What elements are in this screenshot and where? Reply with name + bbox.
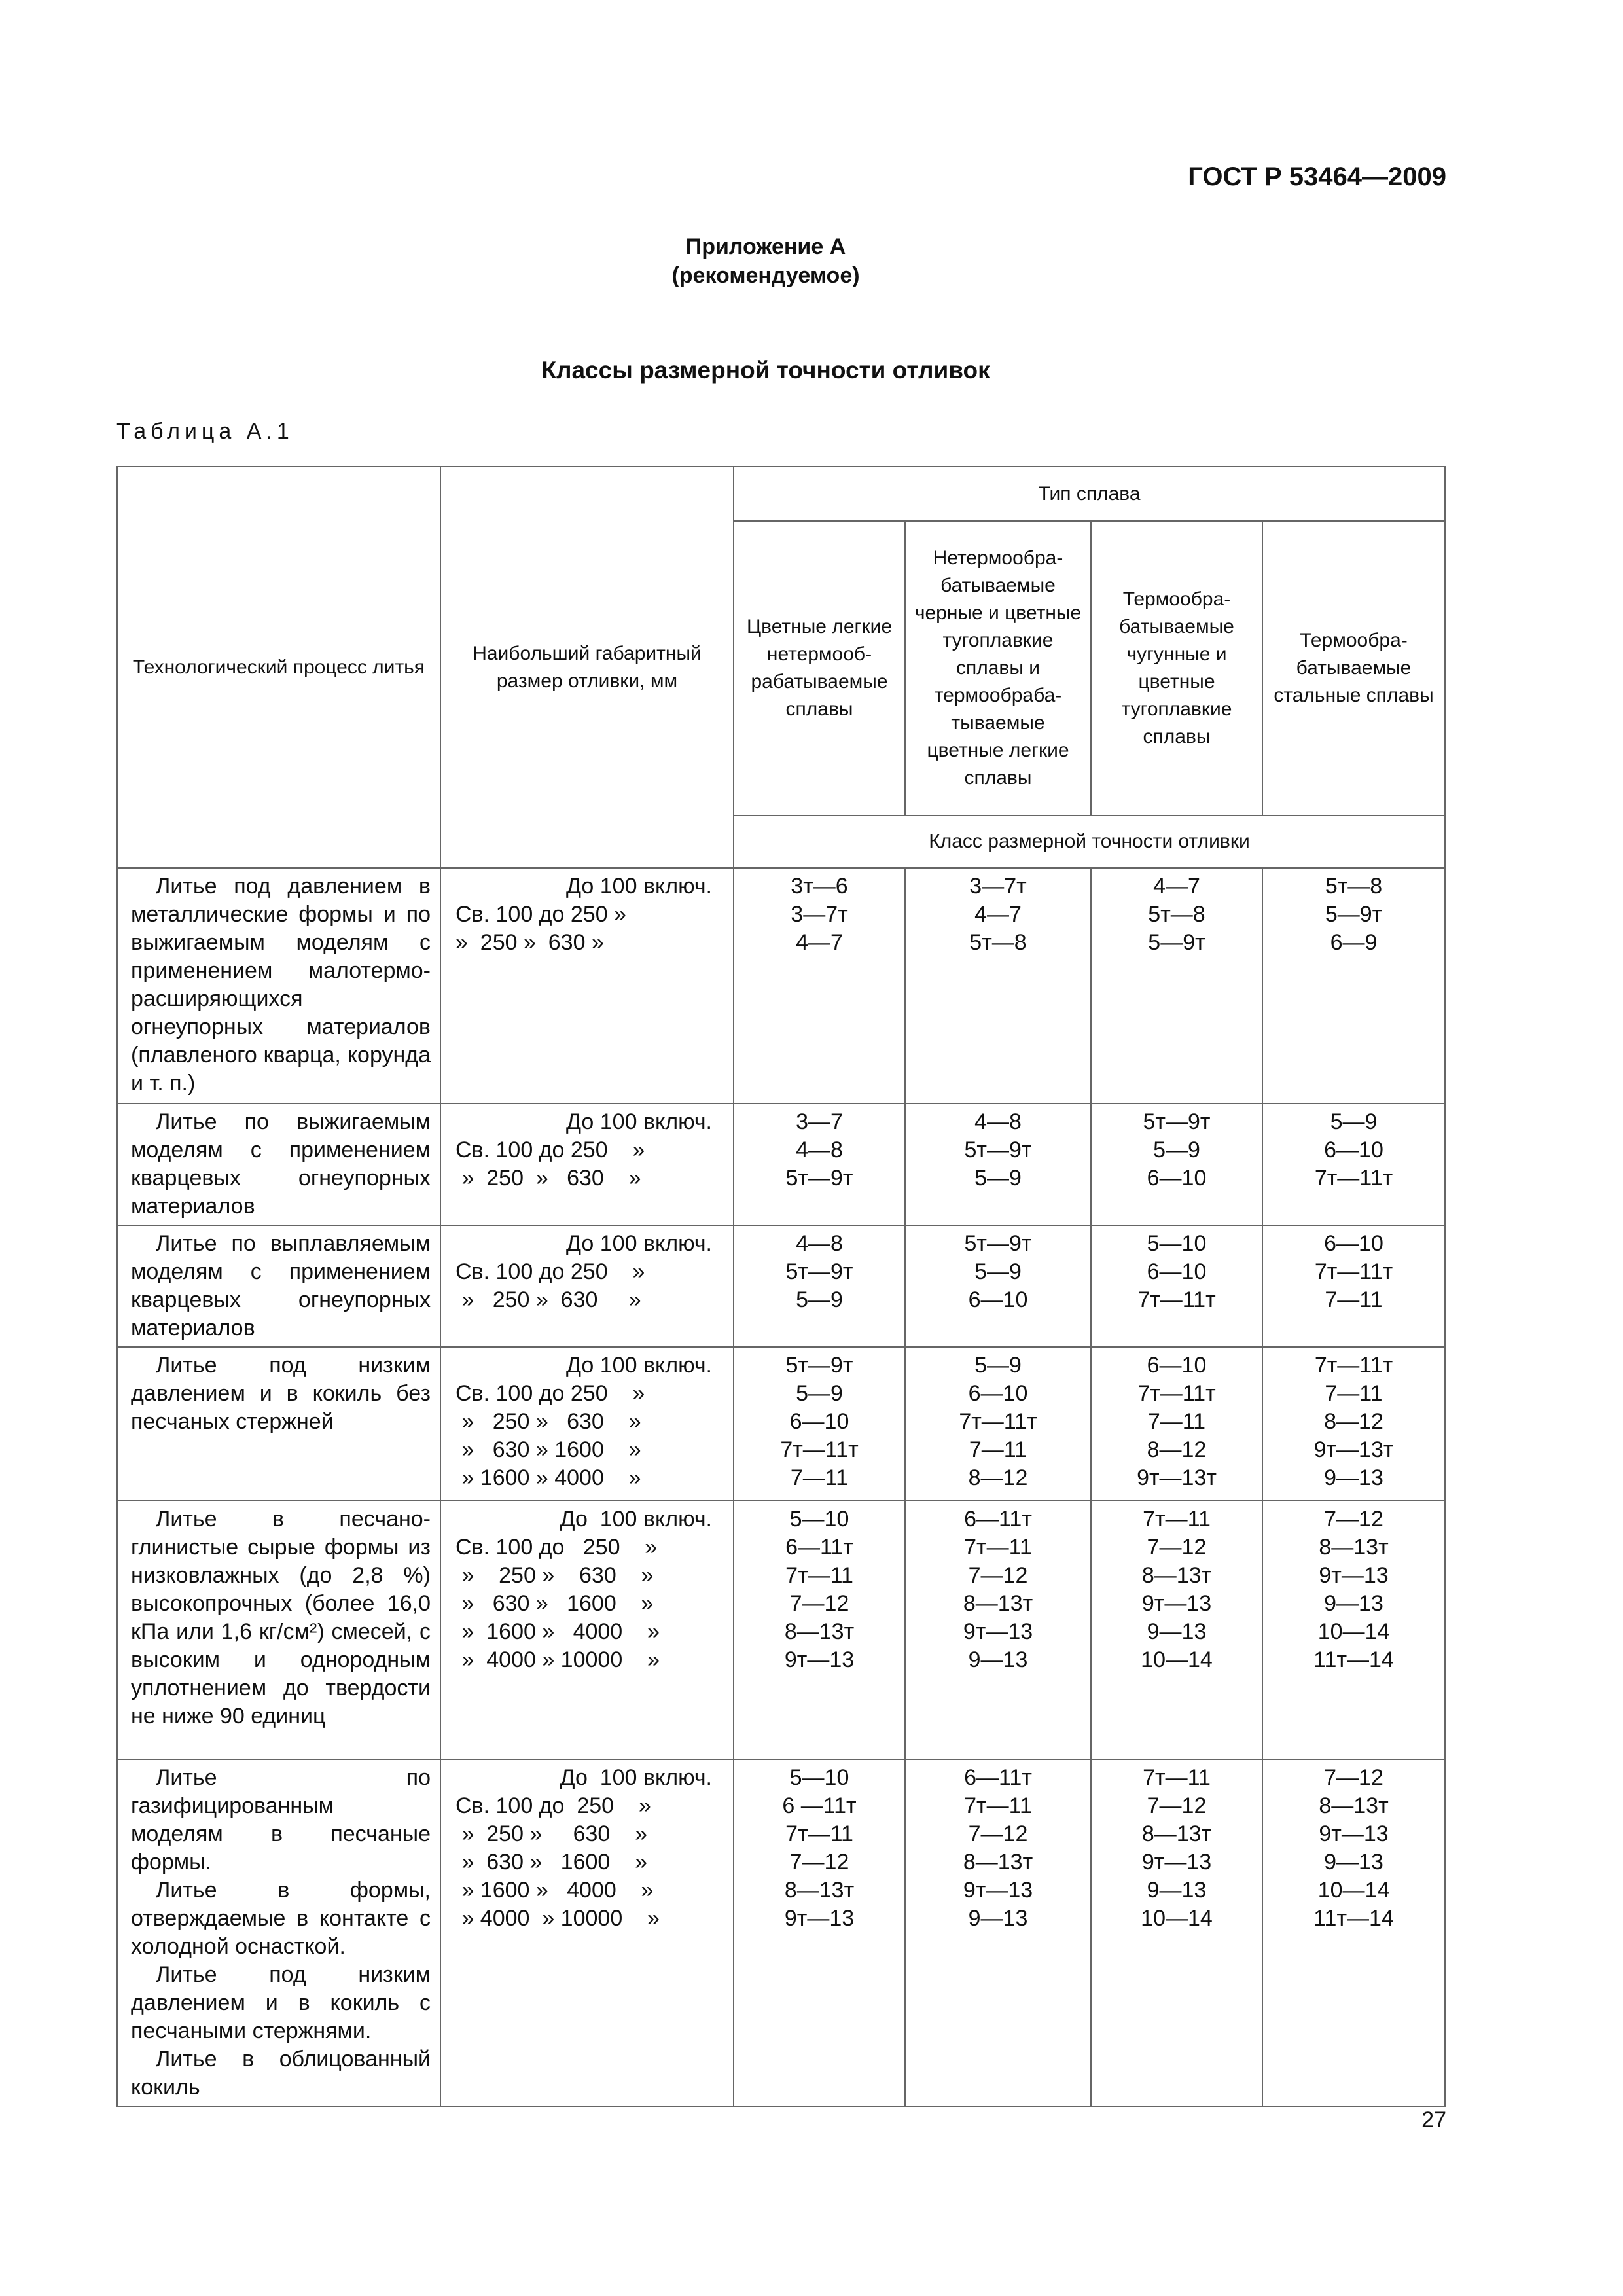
table-row [117, 1759, 1445, 2106]
accuracy-class-value: 10—14 [1317, 1619, 1390, 1644]
accuracy-cell [734, 1347, 905, 1501]
accuracy-class-value: 7—11 [1147, 1409, 1206, 1434]
accuracy-class-value: 8—13т [784, 1619, 855, 1644]
accuracy-class-value: 9—13 [968, 1906, 1028, 1931]
standard-number: ГОСТ Р 53464—2009 [1188, 162, 1446, 191]
table-row [117, 1501, 1445, 1759]
accuracy-class-value: 6 —11т [782, 1793, 857, 1818]
table-row [117, 868, 1445, 1103]
accuracy-class-value: 8—13т [784, 1878, 855, 1903]
accuracy-cell [1091, 868, 1262, 1103]
accuracy-class-value: 8—13т [1319, 1793, 1389, 1818]
table-row [117, 1347, 1445, 1501]
accuracy-class-value: 9т—13 [1141, 1850, 1212, 1874]
accuracy-class-value: 5—9 [796, 1381, 843, 1406]
accuracy-cell [734, 1759, 905, 2106]
accuracy-class-value: 5—10 [789, 1507, 849, 1532]
accuracy-class-value: 5—10 [789, 1765, 849, 1790]
size-cell [440, 1347, 734, 1501]
size-range: » 4000 » 10000 » [455, 1906, 660, 1931]
accuracy-class-value: 6—10 [789, 1409, 849, 1434]
table-body [117, 467, 1445, 2106]
size-range: Св. 100 до 250 » [455, 1535, 658, 1560]
size-range: Св. 100 до 250 » [455, 902, 626, 927]
accuracy-class-value: 7—11 [1325, 1287, 1383, 1312]
size-range: До 100 включ. [560, 1507, 712, 1532]
accuracy-class-value: 7—12 [1147, 1535, 1207, 1560]
accuracy-class-value: 8—12 [1147, 1437, 1207, 1462]
accuracy-class-value: 7—12 [789, 1591, 849, 1616]
size-range: » 630 » 1600 » [455, 1591, 654, 1616]
accuracy-class-value: 5—9 [1153, 1138, 1200, 1162]
accuracy-class-value: 10—14 [1141, 1906, 1213, 1931]
accuracy-class-value: 9т—13 [1141, 1591, 1212, 1616]
process-cell [117, 1225, 440, 1347]
header-alloy-col-4: Термообра-батываемые стальные сплавы [1262, 521, 1445, 816]
accuracy-class-value: 5т—9т [785, 1166, 853, 1191]
header-alloy-col-2: Нетермообра-батываемые черные и цветные тугоплавкие сплавы и термообраба-тываемые цветные легкие сплавы [905, 521, 1091, 816]
accuracy-class-value: 5—9 [1330, 1109, 1378, 1134]
accuracy-table [116, 466, 1446, 2107]
process-paragraph: Литье в формы, отверждаемые в контакте с холодной оснасткой. [131, 1878, 431, 1959]
accuracy-class-value: 3—7т [791, 902, 848, 927]
header-alloy-type: Тип сплава [734, 467, 1445, 521]
size-range: До 100 включ. [565, 1109, 712, 1134]
size-range: Св. 100 до 250 » [455, 1381, 645, 1406]
accuracy-class-value: 5т—9т [785, 1353, 853, 1378]
accuracy-class-value: 7т—11 [785, 1563, 853, 1588]
accuracy-class-value: 11т—14 [1313, 1647, 1394, 1672]
accuracy-class-value: 9—13 [1324, 1850, 1383, 1874]
size-cell [440, 1225, 734, 1347]
size-range: » 250 » 630 » [455, 1821, 647, 1846]
size-range: » 1600 » 4000 » [455, 1619, 660, 1644]
accuracy-class-value: 6—10 [1324, 1138, 1383, 1162]
accuracy-class-value: 7т—11т [1137, 1381, 1216, 1406]
accuracy-class-value: 5т—8 [969, 930, 1027, 955]
accuracy-class-value: 6—11т [785, 1535, 853, 1560]
accuracy-class-value: 6—10 [1147, 1353, 1207, 1378]
size-cell [440, 868, 734, 1103]
process-paragraph: Литье под низким давлением и в кокиль без песчаных стержней [131, 1353, 431, 1434]
accuracy-cell [1262, 1347, 1445, 1501]
accuracy-class-value: 5—9 [974, 1166, 1022, 1191]
accuracy-class-value: 8—12 [968, 1465, 1028, 1490]
accuracy-class-value: 4—7 [974, 902, 1022, 927]
accuracy-cell [905, 1759, 1091, 2106]
accuracy-class-value: 5т—8 [1148, 902, 1205, 927]
size-range: » 630 » 1600 » [455, 1437, 641, 1462]
accuracy-class-value: 6—10 [1147, 1259, 1207, 1284]
size-cell [440, 1501, 734, 1759]
accuracy-class-value: 4—8 [796, 1231, 843, 1256]
document-title: Классы размерной точности отливок [541, 357, 990, 384]
size-range: До 100 включ. [565, 1231, 712, 1256]
accuracy-class-value: 5—9 [974, 1353, 1022, 1378]
header-row-1 [117, 467, 1445, 521]
accuracy-class-value: 7т—11 [1143, 1765, 1211, 1790]
accuracy-class-value: 7—11 [969, 1437, 1027, 1462]
accuracy-class-value: 8—13т [1141, 1563, 1212, 1588]
accuracy-class-value: 9т—13 [784, 1647, 855, 1672]
accuracy-class-value: 7—11 [790, 1465, 849, 1490]
accuracy-class-value: 5—10 [1147, 1231, 1207, 1256]
size-range: » 250 » 630 » [455, 930, 604, 955]
accuracy-class-value: 5—9т [1148, 930, 1205, 955]
process-paragraph: Литье в песчано-глинистые сырые формы из низковлажных (до 2,8 %) высокопрочных (более 16,0 кПа или 1,6 кг/см²) смесей, с высоким и однородным уплотнением до твердости не ниже 90 единиц [131, 1507, 431, 1729]
accuracy-cell [1262, 868, 1445, 1103]
accuracy-class-value: 9—13 [1147, 1619, 1207, 1644]
accuracy-class-value: 11т—14 [1313, 1906, 1394, 1931]
accuracy-class-value: 7т—11 [964, 1535, 1032, 1560]
accuracy-class-value: 9т—13 [963, 1619, 1033, 1644]
appendix-title: Приложение А [685, 234, 846, 259]
page-number: 27 [1421, 2108, 1446, 2132]
accuracy-cell [1091, 1759, 1262, 2106]
accuracy-class-value: 8—13т [963, 1850, 1033, 1874]
accuracy-cell [1091, 1347, 1262, 1501]
table-row [117, 1225, 1445, 1347]
process-paragraph: Литье по выжигаемым моделям с применением кварцевых огнеупорных материалов [131, 1109, 431, 1219]
header-alloy-col-3: Термообра-батываемые чугунные и цветные тугоплавкие сплавы [1091, 521, 1262, 816]
accuracy-class-value: 8—12 [1324, 1409, 1383, 1434]
size-cell [440, 1759, 734, 2106]
size-range: » 4000 » 10000 » [455, 1647, 660, 1672]
accuracy-class-value: 7т—11т [780, 1437, 859, 1462]
accuracy-class-value: 6—9 [1330, 930, 1378, 955]
size-range: До 100 включ. [565, 1353, 712, 1378]
size-cell [440, 1103, 734, 1225]
accuracy-cell [1091, 1103, 1262, 1225]
accuracy-class-value: 9т—13т [1313, 1437, 1394, 1462]
appendix-note: (рекомендуемое) [671, 263, 860, 288]
accuracy-class-value: 4—8 [974, 1109, 1022, 1134]
accuracy-class-value: 6—11т [964, 1507, 1032, 1532]
process-cell [117, 1103, 440, 1225]
accuracy-class-value: 7—12 [1324, 1507, 1383, 1532]
accuracy-class-value: 4—7 [1153, 874, 1200, 899]
accuracy-class-value: 5—9т [1325, 902, 1383, 927]
accuracy-class-value: 5т—9т [785, 1259, 853, 1284]
table-label: Таблица А.1 [116, 419, 294, 444]
accuracy-class-value: 7т—11т [959, 1409, 1037, 1434]
accuracy-cell [734, 1103, 905, 1225]
accuracy-class-value: 7—12 [1147, 1793, 1207, 1818]
accuracy-class-value: 3—7 [796, 1109, 843, 1134]
accuracy-class-value: 9—13 [1324, 1465, 1383, 1490]
size-range: До 100 включ. [560, 1765, 712, 1790]
accuracy-class-value: 7—12 [789, 1850, 849, 1874]
accuracy-class-value: 3т—6 [791, 874, 848, 899]
process-paragraph: Литье по выплавляемым моделям с применением кварцевых огнеупорных материалов [131, 1231, 431, 1340]
size-range: » 630 » 1600 » [455, 1850, 648, 1874]
accuracy-class-value: 5т—9т [964, 1231, 1032, 1256]
accuracy-cell [905, 1501, 1091, 1759]
process-paragraph: Литье под низким давлением и в кокиль с песчаными стержнями. [131, 1962, 431, 2043]
accuracy-cell [1262, 1225, 1445, 1347]
accuracy-cell [1091, 1225, 1262, 1347]
accuracy-class-value: 7—12 [968, 1821, 1028, 1846]
process-paragraph: Литье по газифицированным моделям в песчаные формы. [131, 1765, 431, 1874]
accuracy-cell [1262, 1501, 1445, 1759]
accuracy-class-value: 7т—11т [1314, 1259, 1393, 1284]
accuracy-cell [1262, 1103, 1445, 1225]
process-paragraph: Литье в облицованный кокиль [131, 2047, 431, 2100]
accuracy-cell [905, 868, 1091, 1103]
accuracy-cell [905, 1103, 1091, 1225]
table-row [117, 1103, 1445, 1225]
accuracy-class-value: 6—10 [968, 1381, 1028, 1406]
accuracy-class-value: 5—9 [796, 1287, 843, 1312]
accuracy-class-value: 7—11 [1325, 1381, 1383, 1406]
accuracy-class-value: 9т—13т [1137, 1465, 1217, 1490]
header-alloy-col-1: Цветные легкие нетермооб-рабатываемые сплавы [734, 521, 905, 816]
accuracy-class-value: 4—7 [796, 930, 843, 955]
accuracy-class-value: 10—14 [1317, 1878, 1390, 1903]
accuracy-class-value: 9т—13 [963, 1878, 1033, 1903]
size-range: » 1600 » 4000 » [455, 1878, 654, 1903]
accuracy-class-value: 9—13 [1147, 1878, 1207, 1903]
process-cell [117, 868, 440, 1103]
size-range: » 250 » 630 » [455, 1166, 641, 1191]
process-cell [117, 1501, 440, 1759]
accuracy-class-value: 8—13т [1319, 1535, 1389, 1560]
process-cell [117, 1347, 440, 1501]
accuracy-class-value: 7—12 [968, 1563, 1028, 1588]
accuracy-class-value: 7т—11т [1137, 1287, 1216, 1312]
size-range: Св. 100 до 250 » [455, 1259, 645, 1284]
accuracy-cell [905, 1347, 1091, 1501]
accuracy-cell [905, 1225, 1091, 1347]
accuracy-class-value: 6—10 [1324, 1231, 1383, 1256]
accuracy-class-value: 4—8 [796, 1138, 843, 1162]
header-process: Технологический процесс литья [117, 467, 440, 868]
size-range: » 1600 » 4000 » [455, 1465, 641, 1490]
accuracy-class-value: 9—13 [1324, 1591, 1383, 1616]
size-range: » 250 » 630 » [455, 1409, 641, 1434]
accuracy-class-value: 6—10 [1147, 1166, 1207, 1191]
accuracy-class-value: 9т—13 [1319, 1821, 1389, 1846]
accuracy-class-value: 5т—9т [964, 1138, 1032, 1162]
accuracy-class-value: 9т—13 [784, 1906, 855, 1931]
size-range: » 250 » 630 » [455, 1287, 641, 1312]
accuracy-class-value: 5т—8 [1325, 874, 1383, 899]
accuracy-class-value: 7т—11 [1143, 1507, 1211, 1532]
accuracy-cell [1091, 1501, 1262, 1759]
accuracy-cell [734, 1501, 905, 1759]
accuracy-class-value: 3—7т [969, 874, 1027, 899]
appendix-heading [0, 232, 1531, 290]
process-cell [117, 1759, 440, 2106]
accuracy-class-value: 7—12 [1324, 1765, 1383, 1790]
header-accuracy-class: Класс размерной точности отливки [734, 816, 1445, 868]
accuracy-class-value: 9—13 [968, 1647, 1028, 1672]
accuracy-class-value: 6—11т [964, 1765, 1032, 1790]
accuracy-class-value: 8—13т [1141, 1821, 1212, 1846]
process-paragraph: Литье под давлением в металлические формы и по выжигаемым моделям с применением малотерморасширяющихся огнеупорных материалов (плавленого кварца, корунда и т. п.) [131, 874, 431, 1096]
accuracy-class-value: 8—13т [963, 1591, 1033, 1616]
accuracy-class-value: 5т—9т [1143, 1109, 1211, 1134]
accuracy-class-value: 9т—13 [1319, 1563, 1389, 1588]
accuracy-class-value: 7т—11 [964, 1793, 1032, 1818]
size-range: До 100 включ. [565, 874, 712, 899]
header-size: Наибольший габаритный размер отливки, мм [440, 467, 734, 868]
accuracy-class-value: 7т—11т [1314, 1353, 1393, 1378]
accuracy-class-value: 5—9 [974, 1259, 1022, 1284]
size-range: Св. 100 до 250 » [455, 1793, 651, 1818]
accuracy-class-value: 7т—11т [1314, 1166, 1393, 1191]
size-range: Св. 100 до 250 » [455, 1138, 645, 1162]
accuracy-cell [734, 868, 905, 1103]
accuracy-cell [734, 1225, 905, 1347]
accuracy-class-value: 10—14 [1141, 1647, 1213, 1672]
accuracy-class-value: 6—10 [968, 1287, 1028, 1312]
accuracy-cell [1262, 1759, 1445, 2106]
accuracy-class-value: 7т—11 [785, 1821, 853, 1846]
size-range: » 250 » 630 » [455, 1563, 654, 1588]
